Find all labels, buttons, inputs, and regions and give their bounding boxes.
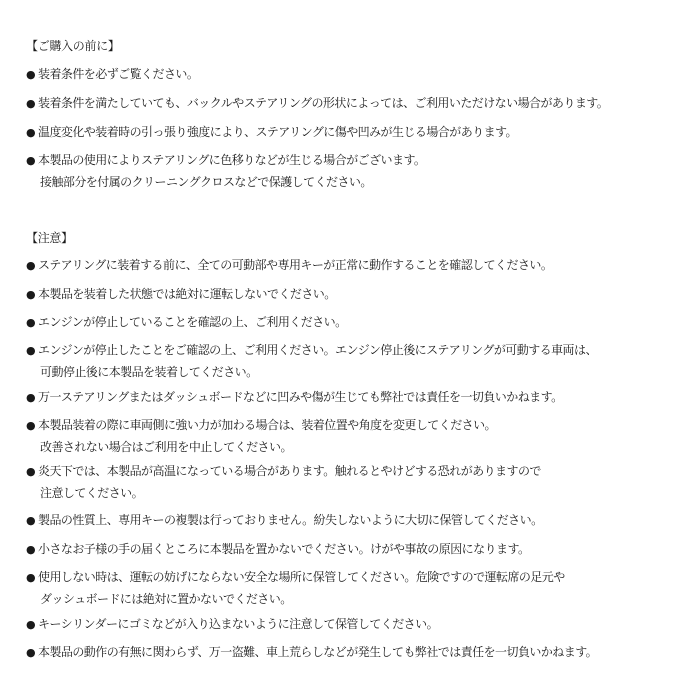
- item-text: 装着条件を満たしていても、バックルやステアリングの形状によっては、ご利用いただけない場合があります。: [38, 96, 609, 110]
- item-text: 装着条件を必ずご覧ください。: [38, 67, 199, 81]
- caution-heading: 【注意】: [26, 231, 73, 245]
- item-text: 本製品の使用によりステアリングに色移りなどが生じる場合がございます。: [38, 153, 426, 167]
- before-purchase-item-2: [26, 95, 608, 111]
- before-purchase-heading: 【ご購入の前に】: [26, 39, 120, 53]
- caution-item-9: [26, 541, 529, 557]
- bullet-icon: ●: [26, 618, 36, 631]
- before-purchase-item-4: [26, 152, 425, 190]
- caution-item-10: [26, 569, 565, 607]
- item-text: 製品の性質上、専用キーの複製は行っておりません。紛失しないように大切に保管してください。: [38, 513, 543, 527]
- bullet-icon: ●: [26, 571, 36, 584]
- bullet-icon: ●: [26, 514, 36, 527]
- item-text: 本製品の動作の有無に関わらず、万一盗難、車上荒らしなどが発生しても弊社では責任を一切負いかねます。: [38, 645, 598, 659]
- caution-item-4: [26, 342, 597, 380]
- bullet-icon: ●: [26, 259, 36, 272]
- bullet-icon: ●: [26, 646, 36, 659]
- bullet-icon: ●: [26, 419, 36, 432]
- item-text: エンジンが停止していることを確認の上、ご利用ください。: [38, 315, 347, 329]
- caution-item-1: [26, 257, 552, 273]
- item-text-continued: 注意してください。: [40, 486, 144, 500]
- item-text-continued: 接触部分を付属のクリーニングクロスなどで保護してください。: [40, 175, 372, 189]
- caution-item-7: [26, 463, 541, 501]
- bullet-icon: ●: [26, 344, 36, 357]
- item-text: 炎天下では、本製品が高温になっている場合があります。触れるとやけどする恐れがありますので: [38, 464, 541, 478]
- before-purchase-item-3: [26, 124, 517, 140]
- item-text-continued: ダッシュボードには絶対に置かないでください。: [40, 592, 292, 606]
- item-text: 小さなお子様の手の届くところに本製品を置かないでください。けがや事故の原因になります。: [38, 542, 530, 556]
- item-text: キーシリンダーにゴミなどが入り込まないように注意して保管してください。: [38, 617, 439, 631]
- bullet-icon: ●: [26, 316, 36, 329]
- item-text-continued: 改善されない場合はご利用を中止してください。: [40, 440, 292, 454]
- bullet-icon: ●: [26, 543, 36, 556]
- caution-item-8: [26, 512, 543, 528]
- item-text: 使用しない時は、運転の妨げにならない安全な場所に保管してください。危険ですので運転席の足元や: [38, 570, 565, 584]
- before-purchase-item-1: [26, 66, 198, 82]
- bullet-icon: ●: [26, 68, 36, 81]
- bullet-icon: ●: [26, 391, 36, 404]
- bullet-icon: ●: [26, 126, 36, 139]
- item-text-continued: 可動停止後に本製品を装着してください。: [40, 365, 258, 379]
- bullet-icon: ●: [26, 465, 36, 478]
- caution-item-3: [26, 314, 347, 330]
- bullet-icon: ●: [26, 97, 36, 110]
- item-text: ステアリングに装着する前に、全ての可動部や専用キーが正常に動作することを確認してください。: [38, 258, 553, 272]
- bullet-icon: ●: [26, 154, 36, 167]
- item-text: 本製品装着の際に車両側に強い力が加わる場合は、装着位置や角度を変更してください。: [38, 418, 497, 432]
- caution-item-11: [26, 616, 438, 632]
- caution-item-2: [26, 286, 336, 302]
- bullet-icon: ●: [26, 288, 36, 301]
- caution-item-6: [26, 417, 496, 455]
- caution-item-5: [26, 389, 563, 405]
- caution-item-12: [26, 644, 597, 660]
- item-text: エンジンが停止したことをご確認の上、ご利用ください。エンジン停止後にステアリングが可動する車両は、: [38, 343, 597, 357]
- item-text: 温度変化や装着時の引っ張り強度により、ステアリングに傷や凹みが生じる場合があります。: [38, 125, 517, 139]
- item-text: 本製品を装着した状態では絶対に運転しないでください。: [38, 287, 336, 301]
- item-text: 万一ステアリングまたはダッシュボードなどに凹みや傷が生じても弊社では責任を一切負いかねます。: [38, 390, 563, 404]
